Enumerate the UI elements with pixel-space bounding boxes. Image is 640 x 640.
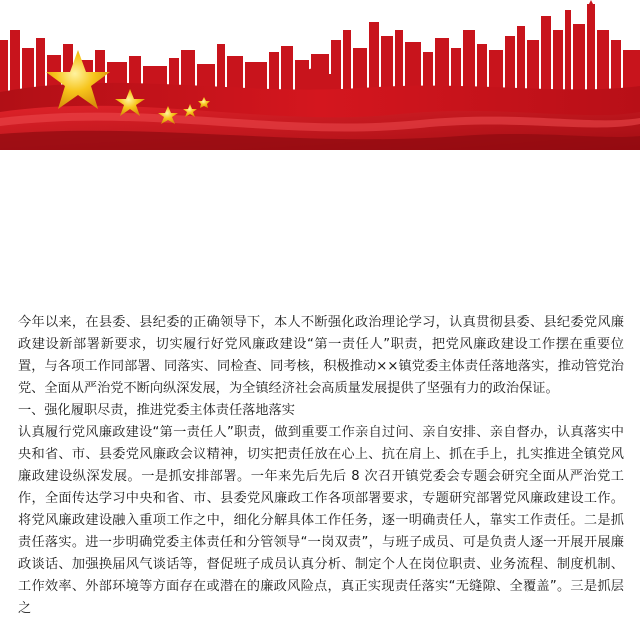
intro-paragraph: 今年以来，在县委、县纪委的正确领导下，本人不断强化政治理论学习，认真贯彻县委、县纪委党风廉政建设新部署新要求，切实履行好党风廉政建设“第一责任人”职责，把党风廉政建设工作摆在重要位置，与各项工作同部署、同落实、同检查、同考核，积极推动××镇党委主体责任落地落实，推动管党治党、全面从严治党不断向纵深发展，为全镇经济社会高质量发展提供了坚强有力的政治保证。: [18, 315, 624, 396]
section-paragraph: 认真履行党风廉政建设“第一责任人”职责，做到重要工作亲自过问、亲自安排、亲自督办，认真落实中央和省、市、县委党风廉政会议精神，切实把责任放在心上、抗在肩上、抓在手上，扎实推进全镇党风廉政建设纵深发展。一是抓安排部署。一年来先后先后 8 次召开镇党委会专题会研究全面从严治党工作，全面传达学习中央和省、市、县委党风廉政工作各项部署要求，专题研究部署党风廉政建设工作。将党风廉政建设融入重项工作之中，细化分解具体工作任务，逐一明确责任人，靠实工作责任。二是抓责任落实。进一步明确党委主体责任和分管领导“一岗双责”，与班子成员、可是负责人逐一开展开展廉政谈话、加强换届风气谈话等，督促班子成员认真分析、制定个人在岗位职责、业务流程、制度机制、工作效率、外部环境等方面存在或潜在的廉政风险点，真正实现责任落实“无缝隙、全覆盖”。三是抓层之: [18, 425, 624, 616]
section-heading: 一、强化履职尽责，推进党委主体责任落地落实: [18, 403, 295, 418]
flag-skyline-graphic: [0, 0, 640, 150]
header-banner: [0, 0, 640, 150]
article-body: [18, 312, 624, 620]
